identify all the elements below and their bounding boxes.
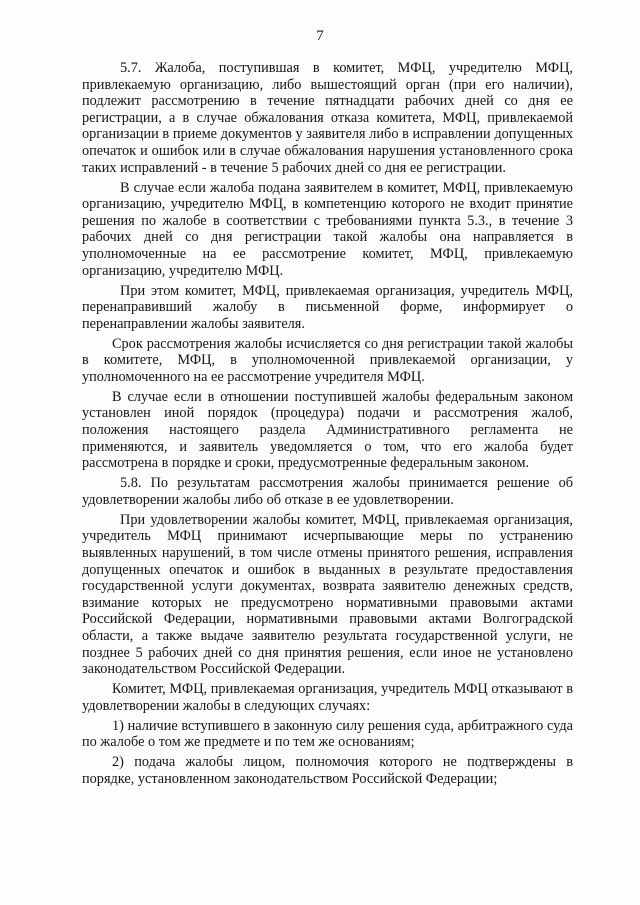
paragraph-federal-law: В случае если в отношении поступившей жалобы федеральным законом установлен иной порядок (процедура) подачи и рассмотрения жалоб, положения настоящего раздела Административного регламента не применяются, и заявитель уведомляется о том, что его жалоба будет рассмотрена в порядке и сроки, предусмотренные федеральным законом. bbox=[82, 388, 573, 472]
page-number: 7 bbox=[316, 28, 324, 44]
list-item-court-decision: 1) наличие вступившего в законную силу решения суда, арбитражного суда по жалобе о том же предмете и по тем же основаниям; bbox=[82, 717, 573, 751]
document-body bbox=[82, 60, 573, 791]
paragraph-refusal-cases: Комитет, МФЦ, привлекаемая организация, учредитель МФЦ отказывают в удовлетворении жалобы в следующих случаях: bbox=[82, 681, 573, 714]
paragraph-satisfaction-measures: При удовлетворении жалобы комитет, МФЦ, привлекаемая организация, учредитель МФЦ принимают исчерпывающие меры по устранению выявленных нарушений, в том числе отмены принятого решения, исправления допущенных опечаток и ошибок в выданных в результате предоставления государственной услуги документах, возврата заявителю денежных средств, взимание которых не предусмотрено нормативными правовыми актами Российской Федерации, нормативными правовыми актами Волгоградской области, а также выдаче заявителю результата государственной услуги, не позднее 5 рабочих дней со дня принятия решения, если иное не установлено законодательством Российской Федерации. bbox=[82, 511, 573, 678]
paragraph-review-period: Срок рассмотрения жалобы исчисляется со дня регистрации такой жалобы в комитете, МФЦ, в уполномоченной привлекаемой организации, у уполномоченного на ее рассмотрение учредителя МФЦ. bbox=[82, 335, 573, 385]
list-item-unconfirmed-authority: 2) подача жалобы лицом, полномочия которого не подтверждены в порядке, установленном законодательством Российской Федерации; bbox=[82, 754, 573, 787]
paragraph-redirect-complaint: В случае если жалоба подана заявителем в комитет, МФЦ, привлекаемую организацию, учредителю МФЦ, в компетенцию которого не входит принятие решения по жалобе в соответствии с требованиями пункта 5.3., в течение 3 рабочих дней со дня регистрации такой жалобы она направляется в уполномоченные на ее рассмотрение комитет, МФЦ, привлекаемую организацию, учредителю МФЦ. bbox=[82, 179, 573, 279]
paragraph-5-7: 5.7. Жалоба, поступившая в комитет, МФЦ, учредителю МФЦ, привлекаемую организацию, либо вышестоящий орган (при его наличии), подлежит рассмотрению в течение пятнадцати рабочих дней со дня ее регистрации, а в случае обжалования отказа комитета, МФЦ, привлекаемой организации в приеме документов у заявителя либо в исправлении допущенных опечаток и ошибок или в случае обжалования нарушения установленного срока таких исправлений - в течение 5 рабочих дней со дня ее регистрации. bbox=[82, 60, 573, 176]
paragraph-5-8: 5.8. По результатам рассмотрения жалобы принимается решение об удовлетворении жалобы либо об отказе в ее удовлетворении. bbox=[82, 475, 573, 508]
paragraph-inform-redirect: При этом комитет, МФЦ, привлекаемая организация, учредитель МФЦ, перенаправивший жалобу в письменной форме, информирует о перенаправлении жалобы заявителя. bbox=[82, 282, 573, 332]
